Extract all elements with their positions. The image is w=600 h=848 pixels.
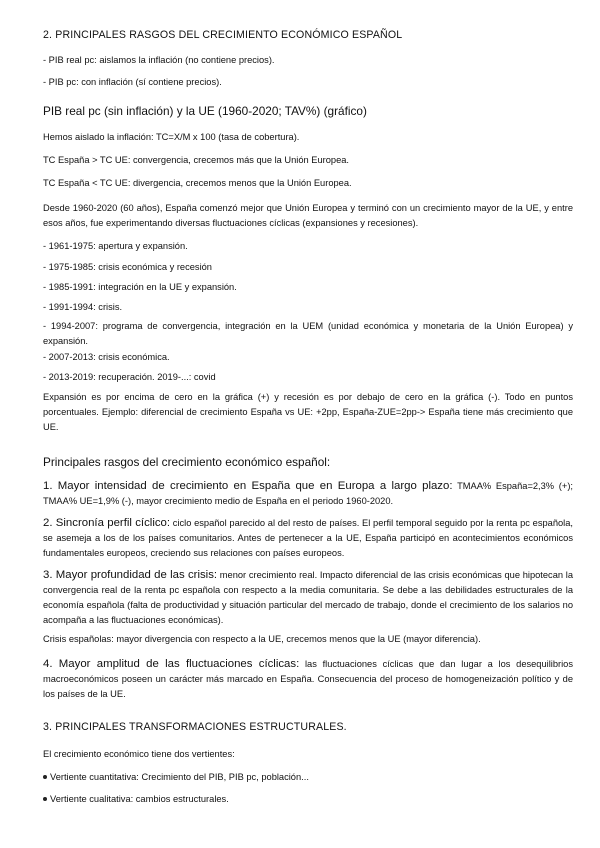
pib-nominal-line: - PIB pc: con inflación (sí contiene precios). [43,77,222,87]
period-item: - 1991-1994: crisis. [43,302,123,312]
point-3-lead: 3. Mayor profundidad de las crisis: [43,569,218,581]
point-4-body: las fluctuaciones cíclicas que dan lugar a los desequilibrios macroeconómicos poseen un carácter más marcado en España. Consecuencia del proceso de homogeneización político y de los países de la UE. [43,659,573,699]
note-convergence: TC España > TC UE: convergencia, crecemos más que la Unión Europea. [43,155,350,165]
bullet-icon [43,797,47,801]
vertiente-label: Vertiente cualitativa: cambios estructurales. [50,794,229,804]
bullet-icon [43,775,47,779]
vertiente-item [43,792,573,807]
point-2 [43,516,573,561]
graph-title: PIB real pc (sin inflación) y la UE (1960-2020; TAV%) (gráfico) [43,104,367,118]
point-3 [43,568,573,628]
point-1 [43,479,573,509]
section-heading-3: 3. PRINCIPALES TRANSFORMACIONES ESTRUCTURALES. [43,721,347,733]
crisis-line: Crisis españolas: mayor divergencia con respecto a la UE, crecemos menos que la UE (mayor diferencia). [43,634,481,644]
period-item: - 1961-1975: apertura y expansión. [43,241,188,251]
point-2-body: ciclo español parecido al del resto de países. El perfil temporal seguido por la renta pc española, se asemeja a los de los países comunitarios. Antes de pertenecer a la UE, España participó en acontecimientos económicos fundamentales europeos, creciendo sus relaciones con países europeos. [43,518,573,558]
intro-paragraph: Desde 1960-2020 (60 años), España comenzó mejor que Unión Europea y terminó con un crecimiento mayor de la UE, y entre esos años, fue experimentando diversas fluctuaciones cíclicas (expansiones y recesiones). [43,203,573,228]
period-item: - 1985-1991: integración en la UE y expansión. [43,282,237,292]
pib-real-line: - PIB real pc: aislamos la inflación (no contiene precios). [43,55,275,65]
note-inflation: Hemos aislado la inflación: TC=X/M x 100 (tasa de cobertura). [43,132,300,142]
point-1-lead: 1. Mayor intensidad de crecimiento en España que en Europa a largo plazo: [43,480,453,492]
expansion-paragraph: Expansión es por encima de cero en la gráfica (+) y recesión es por debajo de cero en la gráfica (-). Todo en puntos porcentuales. Ejemplo: diferencial de crecimiento España vs UE: +2pp, España-ZUE=2pp-> España tiene más crecimiento que UE. [43,392,573,432]
point-4 [43,657,573,702]
vertiente-item [43,770,573,785]
note-divergence: TC España < TC UE: divergencia, crecemos menos que la Unión Europea. [43,178,352,188]
rasgos-title: Principales rasgos del crecimiento económico español: [43,455,331,469]
period-item: - 1975-1985: crisis económica y recesión [43,262,212,272]
point-3-body: menor crecimiento real. Impacto diferencial de las crisis económicas que hipotecan la convergencia real de la renta pc española con respecto a la media comunitaria. Se debe a las debilidades estructurales de la economía española (falta de productividad y situación particular del mercado de trabajo, donde el crecimiento de los salarios no acompaña a las fluctuaciones económicas). [43,570,573,625]
period-item: - 2013-2019: recuperación. 2019-...: covid [43,372,216,382]
point-2-lead: 2. Sincronía perfil cíclico: [43,517,171,529]
point-4-lead: 4. Mayor amplitud de las fluctuaciones cíclicas: [43,658,300,670]
vertientes-intro: El crecimiento económico tiene dos vertientes: [43,749,235,759]
vertiente-label: Vertiente cuantitativa: Crecimiento del PIB, PIB pc, población... [50,772,309,782]
period-item: - 2007-2013: crisis económica. [43,352,170,362]
section-heading-2: 2. PRINCIPALES RASGOS DEL CRECIMIENTO ECONÓMICO ESPAÑOL [43,29,403,41]
point-1-body: TMAA% España=2,3% (+); TMAA% UE=1,9% (-), mayor crecimiento medio de España en el periodo 1960-2020. [43,481,574,506]
period-item: - 1994-2007: programa de convergencia, integración en la UEM (unidad económica y monetaria de la Unión Europea) y expansión. [43,321,573,346]
